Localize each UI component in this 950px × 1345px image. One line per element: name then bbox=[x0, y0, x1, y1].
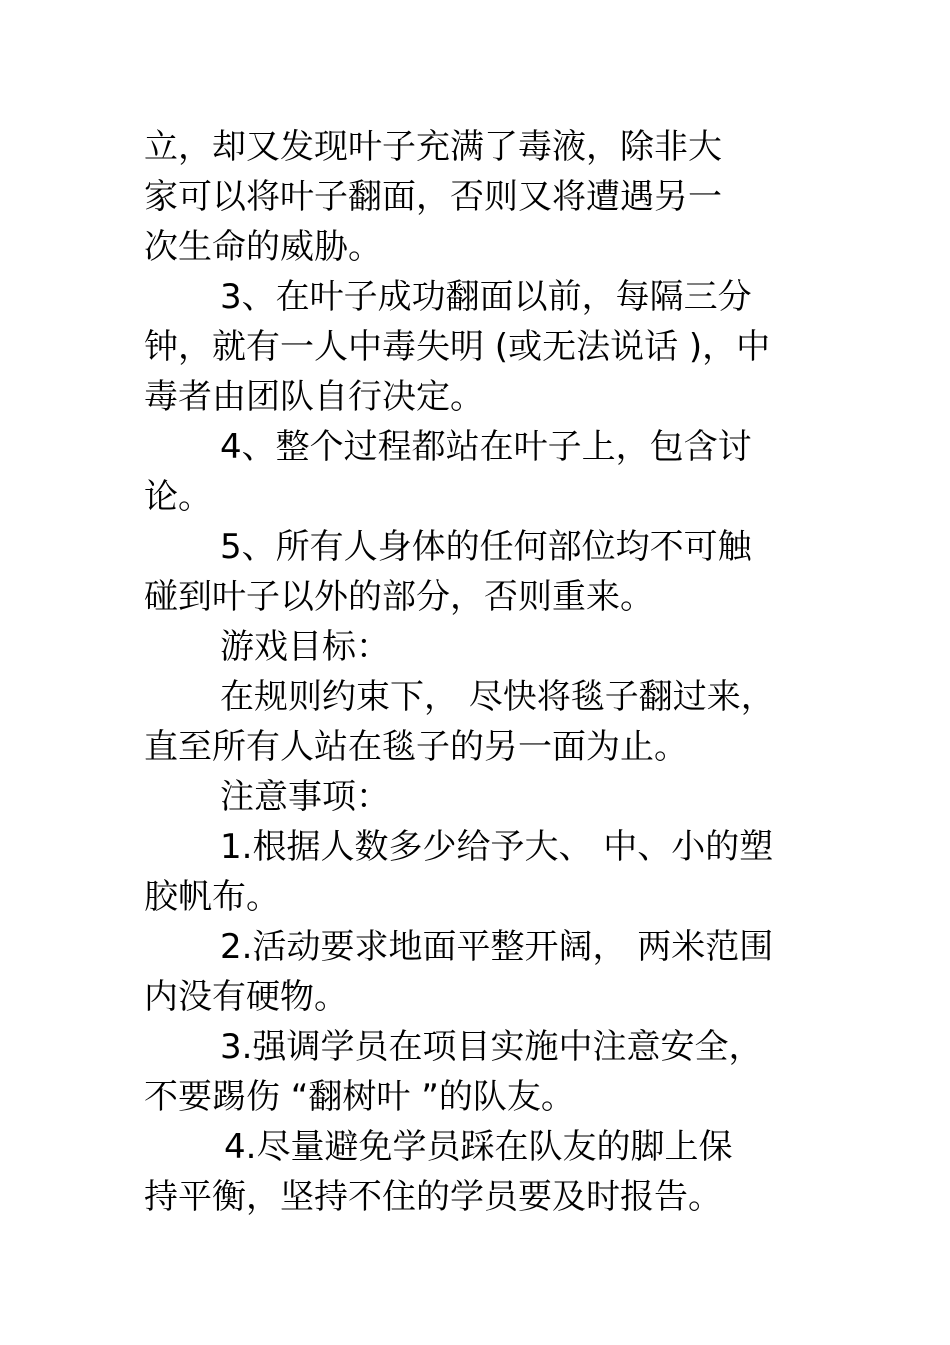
text-line: 碰到叶子以外的部分，否则重来。 bbox=[144, 577, 654, 617]
text-line: 3、在叶子成功翻面以前，每隔三分 bbox=[220, 277, 752, 317]
text-line: 次生命的威胁。 bbox=[144, 227, 382, 267]
text-line: 注意事项： bbox=[220, 777, 390, 817]
text-line: 内没有硬物。 bbox=[144, 977, 348, 1017]
text-line: 立，却又发现叶子充满了毒液，除非大 bbox=[144, 127, 722, 167]
text-line: 钟，就有一人中毒失明 (或无法说话 )，中 bbox=[144, 327, 771, 367]
text-line: 3.强调学员在项目实施中注意安全， bbox=[220, 1027, 763, 1067]
text-line: 5、所有人身体的任何部位均不可触 bbox=[220, 527, 752, 567]
text-line: 直至所有人站在毯子的另一面为止。 bbox=[144, 727, 688, 767]
text-line: 论。 bbox=[144, 477, 212, 517]
text-line: 在规则约束下， 尽快将毯子翻过来， bbox=[220, 677, 775, 717]
text-line: 4.尽量避免学员踩在队友的脚上保 bbox=[224, 1127, 733, 1167]
text-line: 4、整个过程都站在叶子上，包含讨 bbox=[220, 427, 752, 467]
text-line: 不要踢伤 “翻树叶 ”的队友。 bbox=[144, 1077, 575, 1117]
text-line: 毒者由团队自行决定。 bbox=[144, 377, 484, 417]
text-line: 持平衡，坚持不住的学员要及时报告。 bbox=[144, 1177, 722, 1217]
text-line: 家可以将叶子翻面，否则又将遭遇另一 bbox=[144, 177, 722, 217]
text-line: 胶帆布。 bbox=[144, 877, 280, 917]
text-line: 2.活动要求地面平整开阔， 两米范围 bbox=[220, 927, 774, 967]
text-line: 游戏目标： bbox=[220, 627, 390, 667]
text-line: 1.根据人数多少给予大、 中、小的塑 bbox=[220, 827, 774, 867]
